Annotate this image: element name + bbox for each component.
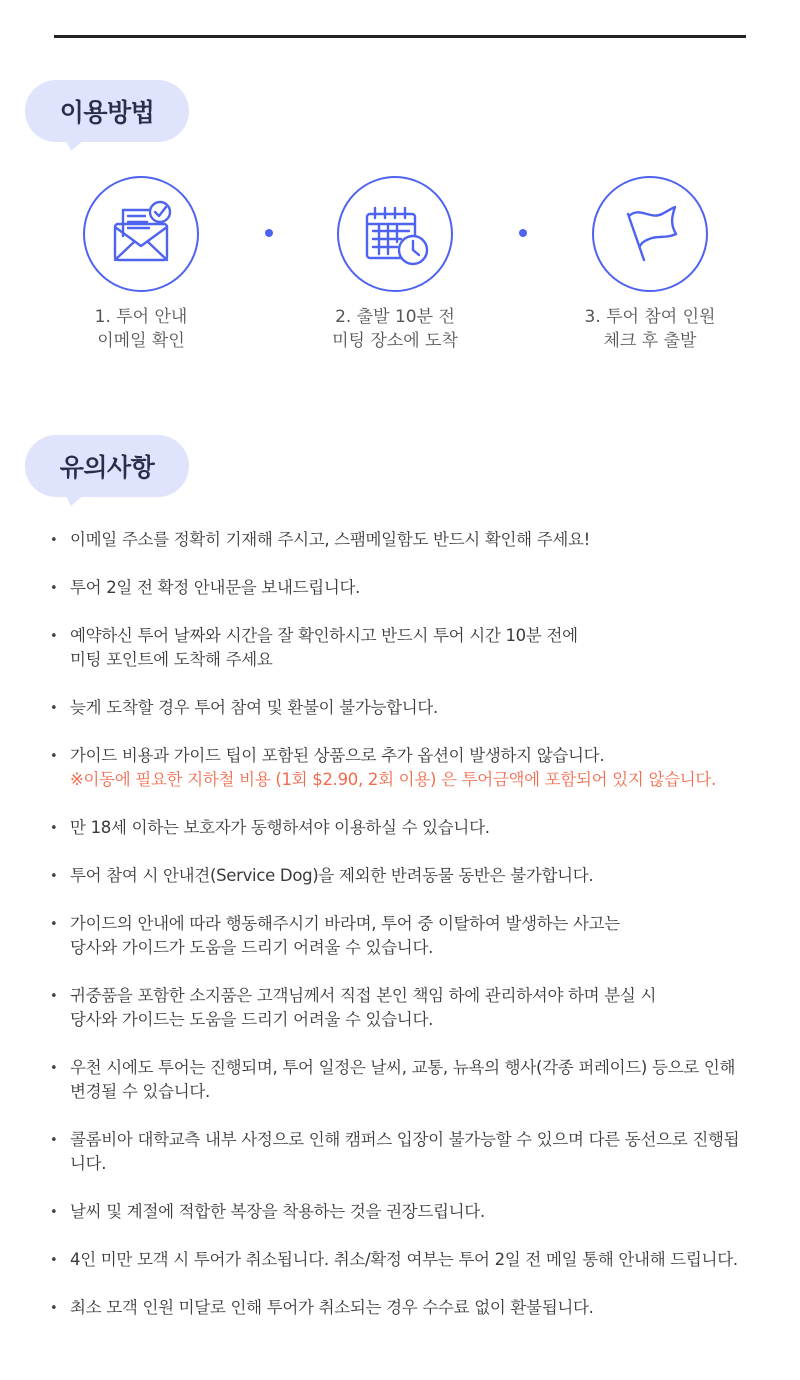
note-text: • 투어 2일 전 확정 안내문을 보내드립니다.: [70, 578, 361, 597]
note-item: [50, 1200, 770, 1224]
note-text: • 늦게 도착할 경우 투어 참여 및 환불이 불가능합니다.: [70, 698, 438, 717]
top-divider: [54, 35, 746, 38]
email-check-icon: [101, 194, 181, 274]
note-text: • 투어 참여 시 안내견(Service Dog)을 제외한 반려동물 동반은 불가합니다.: [70, 866, 594, 885]
note-item: [50, 696, 770, 720]
note-item: [50, 528, 770, 552]
note-text: • 만 18세 이하는 보호자가 동행하셔야 이용하실 수 있습니다.: [70, 818, 490, 837]
usage-section-heading: [25, 80, 189, 142]
step-2-label: [295, 305, 495, 353]
flag-icon: [610, 194, 690, 274]
note-text: 미팅 포인트에 도착해 주세요: [70, 650, 273, 669]
note-warning: ※이동에 필요한 지하철 비용 (1회 $2.90, 2회 이용) 은 투어금액에 포함되어 있지 않습니다.: [70, 770, 716, 789]
note-text: • 우천 시에도 투어는 진행되며, 투어 일정은 날씨, 교통, 뉴욕의 행사(각종 퍼레이드) 등으로 인해: [70, 1058, 736, 1077]
step-2-line1: 2. 출발 10분 전: [335, 307, 455, 327]
note-text: • 최소 모객 인원 미달로 인해 투어가 취소되는 경우 수수료 없이 환불됩니다.: [70, 1298, 594, 1317]
step-2-circle: [337, 176, 453, 292]
calendar-clock-icon: [355, 194, 435, 274]
step-3-circle: [592, 176, 708, 292]
step-separator-dot: [519, 229, 527, 237]
note-item: [50, 1248, 770, 1272]
note-text: 당사와 가이드는 도움을 드리기 어려울 수 있습니다.: [70, 1010, 434, 1029]
note-text: • 가이드 비용과 가이드 팁이 포함된 상품으로 추가 옵션이 발생하지 않습니다.: [70, 746, 605, 765]
note-text: • 4인 미만 모객 시 투어가 취소됩니다. 취소/확정 여부는 투어 2일 전 메일 통해 안내해 드립니다.: [70, 1250, 738, 1269]
note-text: • 가이드의 안내에 따라 행동해주시기 바라며, 투어 중 이탈하여 발생하는 사고는: [70, 914, 620, 933]
note-item: [50, 624, 770, 672]
step-1-line1: 1. 투어 안내: [94, 307, 188, 327]
step-3-line2: 체크 후 출발: [603, 331, 697, 351]
note-text: 니다.: [70, 1154, 107, 1173]
note-item: [50, 912, 770, 960]
note-item: [50, 816, 770, 840]
step-separator-dot: [265, 229, 273, 237]
note-text: 당사와 가이드가 도움을 드리기 어려울 수 있습니다.: [70, 938, 434, 957]
step-2-line2: 미팅 장소에 도착: [332, 331, 458, 351]
step-1-label: [41, 305, 241, 353]
note-text: 변경될 수 있습니다.: [70, 1082, 210, 1101]
note-item: [50, 1128, 770, 1176]
note-item: [50, 744, 770, 792]
note-text: • 콜롬비아 대학교측 내부 사정으로 인해 캠퍼스 입장이 불가능할 수 있으며 다른 동선으로 진행됩: [70, 1130, 740, 1149]
notes-section-title: 유의사항: [59, 453, 155, 482]
note-text: • 이메일 주소를 정확히 기재해 주시고, 스팸메일함도 반드시 확인해 주세요!: [70, 530, 590, 549]
note-text: • 귀중품을 포함한 소지품은 고객님께서 직접 본인 책임 하에 관리하셔야 하며 분실 시: [70, 986, 657, 1005]
note-item: [50, 864, 770, 888]
note-item: [50, 1296, 770, 1320]
note-text: • 예약하신 투어 날짜와 시간을 잘 확인하시고 반드시 투어 시간 10분 전에: [70, 626, 578, 645]
step-1-circle: [83, 176, 199, 292]
usage-section-title: 이용방법: [59, 98, 155, 127]
note-text: • 날씨 및 계절에 적합한 복장을 착용하는 것을 권장드립니다.: [70, 1202, 485, 1221]
notes-list: [50, 528, 770, 1320]
step-1-line2: 이메일 확인: [97, 331, 185, 351]
step-3-line1: 3. 투어 참여 인원: [584, 307, 716, 327]
note-item: [50, 984, 770, 1032]
note-item: [50, 576, 770, 600]
notes-section-heading: [25, 435, 189, 497]
note-item: [50, 1056, 770, 1104]
step-3-label: [550, 305, 750, 353]
